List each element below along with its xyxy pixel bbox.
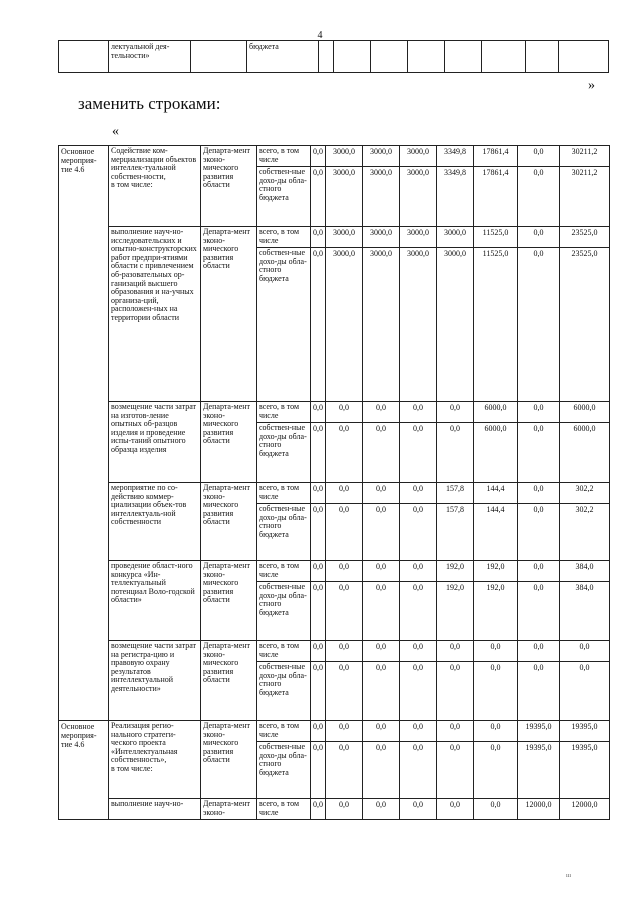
department-cell: Департа-мент эконо-мического развития области [201, 227, 257, 402]
activity-cell: Реализация регио-нального стратеги-ческого проекта «Интеллектуальная собственность», в том числе: [109, 721, 201, 799]
total-value-cell: 0,0 [311, 402, 326, 423]
total-value-cell: 0,0 [560, 641, 610, 662]
budget-value-cell: 0,0 [311, 248, 326, 402]
funding-total-label: всего, в том числе [257, 561, 311, 582]
total-value-cell: 0,0 [363, 799, 400, 820]
budget-value-cell: 19395,0 [560, 742, 610, 799]
budget-value-cell: 0,0 [363, 742, 400, 799]
total-value-cell: 3000,0 [400, 227, 437, 248]
total-value-cell: 3000,0 [363, 146, 400, 167]
total-value-cell: 19395,0 [518, 721, 560, 742]
budget-value-cell: 0,0 [326, 742, 363, 799]
budget-value-cell: 0,0 [326, 582, 363, 641]
budget-value-cell: 0,0 [474, 742, 518, 799]
total-value-cell: 3000,0 [363, 227, 400, 248]
budget-value-cell: 3000,0 [400, 248, 437, 402]
total-value-cell: 0,0 [437, 721, 474, 742]
budget-value-cell: 19395,0 [518, 742, 560, 799]
department-cell: Департа-мент эконо-мического развития области [201, 402, 257, 483]
activity-cell: возмещение части затрат на регистра-цию и правовую охрану результатов интеллектуальной деятельности» [109, 641, 201, 721]
budget-value-cell: 0,0 [437, 662, 474, 721]
budget-value-cell: 0,0 [518, 248, 560, 402]
activity-cell: Содействие ком-мерциализации объектов интеллек-туальной собствен-ности, в том числе: [109, 146, 201, 227]
top-cell [445, 41, 482, 73]
table-row [59, 227, 610, 248]
budget-value-cell: 6000,0 [474, 423, 518, 483]
total-value-cell: 0,0 [311, 641, 326, 662]
budget-value-cell: 0,0 [518, 423, 560, 483]
total-value-cell: 0,0 [363, 721, 400, 742]
table-row [59, 641, 610, 662]
budget-value-cell: 0,0 [518, 582, 560, 641]
total-value-cell: 157,8 [437, 483, 474, 504]
budget-value-cell: 3000,0 [363, 167, 400, 227]
budget-value-cell: 0,0 [311, 742, 326, 799]
top-cell-activity: лектуальной дея- тельности» [109, 41, 191, 73]
page-number: 4 [317, 30, 323, 41]
total-value-cell: 0,0 [311, 227, 326, 248]
budget-value-cell: 0,0 [363, 504, 400, 561]
total-value-cell: 30211,2 [560, 146, 610, 167]
total-value-cell: 17861,4 [474, 146, 518, 167]
total-value-cell: 12000,0 [518, 799, 560, 820]
funding-budget-label: собствен-ные дохо-ды обла-стного бюджета [257, 662, 311, 721]
department-cell: Департа-мент эконо-мического развития области [201, 146, 257, 227]
table-row [59, 561, 610, 582]
budget-value-cell: 144,4 [474, 504, 518, 561]
table-row [59, 402, 610, 423]
total-value-cell: 23525,0 [560, 227, 610, 248]
table-row [59, 721, 610, 742]
funding-budget-label: собствен-ные дохо-ды обла-стного бюджета [257, 582, 311, 641]
department-cell: Департа-мент эконо-мического развития области [201, 721, 257, 799]
funding-budget-label: собствен-ные дохо-ды обла-стного бюджета [257, 742, 311, 799]
total-value-cell: 3000,0 [326, 146, 363, 167]
funding-total-label: всего, в том числе [257, 483, 311, 504]
budget-value-cell: 0,0 [400, 662, 437, 721]
budget-value-cell: 3000,0 [400, 167, 437, 227]
budget-value-cell: 0,0 [400, 582, 437, 641]
budget-value-cell: 0,0 [311, 504, 326, 561]
budget-value-cell: 192,0 [474, 582, 518, 641]
department-cell: Департа-мент эконо-мического развития области [201, 641, 257, 721]
total-value-cell: 0,0 [400, 799, 437, 820]
total-value-cell: 0,0 [518, 641, 560, 662]
budget-value-cell: 0,0 [363, 662, 400, 721]
total-value-cell: 0,0 [400, 641, 437, 662]
total-value-cell: 0,0 [518, 561, 560, 582]
total-value-cell: 0,0 [311, 146, 326, 167]
budget-value-cell: 0,0 [518, 504, 560, 561]
budget-value-cell: 0,0 [326, 423, 363, 483]
funding-total-label: всего, в том числе [257, 402, 311, 423]
total-value-cell: 0,0 [474, 721, 518, 742]
activity-cell: проведение област-ного конкурса «Ин-теллектуальный потенциал Воло-годской области» [109, 561, 201, 641]
total-value-cell: 6000,0 [474, 402, 518, 423]
top-cell [408, 41, 445, 73]
table-row [59, 146, 610, 167]
section-heading: заменить строками: [78, 94, 221, 113]
total-value-cell: 6000,0 [560, 402, 610, 423]
opening-quote: « [112, 124, 119, 139]
total-value-cell: 3349,8 [437, 146, 474, 167]
top-cell [526, 41, 559, 73]
funding-total-label: всего, в том числе [257, 641, 311, 662]
total-value-cell: 0,0 [326, 641, 363, 662]
top-cell-source: бюджета [247, 41, 319, 73]
total-value-cell: 12000,0 [560, 799, 610, 820]
budget-value-cell: 302,2 [560, 504, 610, 561]
budget-value-cell: 6000,0 [560, 423, 610, 483]
budget-value-cell: 3000,0 [326, 248, 363, 402]
funding-total-label: всего, в том числе [257, 799, 311, 820]
total-value-cell: 302,2 [560, 483, 610, 504]
budget-value-cell: 0,0 [400, 504, 437, 561]
budget-value-cell: 0,0 [400, 742, 437, 799]
activity-cell: выполнение науч-но- [109, 799, 201, 820]
department-cell: Департа-мент эконо- [201, 799, 257, 820]
top-cell [559, 41, 609, 73]
budget-value-cell: 11525,0 [474, 248, 518, 402]
table-row [59, 483, 610, 504]
budget-value-cell: 0,0 [311, 662, 326, 721]
main-activity-cell: Основное мероприя-тие 4.6 [59, 146, 109, 721]
budget-value-cell: 23525,0 [560, 248, 610, 402]
funding-total-label: всего, в том числе [257, 146, 311, 167]
total-value-cell: 0,0 [400, 402, 437, 423]
total-value-cell: 0,0 [326, 799, 363, 820]
total-value-cell: 192,0 [474, 561, 518, 582]
total-value-cell: 0,0 [363, 402, 400, 423]
total-value-cell: 19395,0 [560, 721, 610, 742]
activity-cell: мероприятие по со-действию коммер-циализации объек-тов интеллектуаль-ной собственности [109, 483, 201, 561]
funding-budget-label: собствен-ные дохо-ды обла-стного бюджета [257, 423, 311, 483]
funding-total-label: всего, в том числе [257, 227, 311, 248]
total-value-cell: 0,0 [437, 641, 474, 662]
funding-total-label: всего, в том числе [257, 721, 311, 742]
closing-quote: » [588, 78, 595, 93]
total-value-cell: 3000,0 [400, 146, 437, 167]
total-value-cell: 192,0 [437, 561, 474, 582]
total-value-cell: 0,0 [326, 483, 363, 504]
total-value-cell: 0,0 [437, 402, 474, 423]
total-value-cell: 11525,0 [474, 227, 518, 248]
main-activity-cell: Основное мероприя-тие 4.6 [59, 721, 109, 820]
activity-cell: возмещение части затрат на изготов-ление опытных об-разцов изделия и проведение испы-таний опытного образца изделия [109, 402, 201, 483]
total-value-cell: 3000,0 [326, 227, 363, 248]
funding-budget-label: собствен-ные дохо-ды обла-стного бюджета [257, 248, 311, 402]
activity-cell: выполнение науч-но-исследовательских и опытно-конструкторских работ предпри-ятиями области с привлечением об-разовательных ор-ганизаций высшего образования и на-учных организа-ций, расположен-ных на территории области [109, 227, 201, 402]
total-value-cell: 0,0 [311, 483, 326, 504]
total-value-cell: 0,0 [518, 402, 560, 423]
budget-value-cell: 3000,0 [437, 248, 474, 402]
activities-table [58, 145, 610, 820]
top-cell [319, 41, 334, 73]
department-cell: Департа-мент эконо-мического развития области [201, 483, 257, 561]
budget-value-cell: 0,0 [311, 582, 326, 641]
footer-mark: ııı [566, 873, 572, 879]
total-value-cell: 0,0 [363, 483, 400, 504]
top-cell [482, 41, 526, 73]
budget-value-cell: 3349,8 [437, 167, 474, 227]
budget-value-cell: 0,0 [437, 423, 474, 483]
budget-value-cell: 0,0 [311, 167, 326, 227]
total-value-cell: 0,0 [311, 799, 326, 820]
top-cell-main [59, 41, 109, 73]
budget-value-cell: 0,0 [311, 423, 326, 483]
total-value-cell: 0,0 [400, 483, 437, 504]
previous-table-fragment [58, 40, 609, 73]
budget-value-cell: 0,0 [400, 423, 437, 483]
funding-budget-label: собствен-ные дохо-ды обла-стного бюджета [257, 167, 311, 227]
budget-value-cell: 0,0 [363, 582, 400, 641]
total-value-cell: 0,0 [437, 799, 474, 820]
budget-value-cell: 192,0 [437, 582, 474, 641]
department-cell: Департа-мент эконо-мического развития области [201, 561, 257, 641]
top-cell [334, 41, 371, 73]
total-value-cell: 0,0 [474, 641, 518, 662]
budget-value-cell: 384,0 [560, 582, 610, 641]
total-value-cell: 0,0 [518, 483, 560, 504]
total-value-cell: 0,0 [311, 721, 326, 742]
top-cell [371, 41, 408, 73]
total-value-cell: 0,0 [363, 561, 400, 582]
total-value-cell: 0,0 [474, 799, 518, 820]
total-value-cell: 0,0 [311, 561, 326, 582]
total-value-cell: 144,4 [474, 483, 518, 504]
table-row [59, 799, 610, 820]
total-value-cell: 0,0 [400, 721, 437, 742]
total-value-cell: 0,0 [326, 561, 363, 582]
budget-value-cell: 0,0 [560, 662, 610, 721]
budget-value-cell: 17861,4 [474, 167, 518, 227]
budget-value-cell: 0,0 [437, 742, 474, 799]
budget-value-cell: 157,8 [437, 504, 474, 561]
budget-value-cell: 0,0 [326, 662, 363, 721]
total-value-cell: 0,0 [518, 227, 560, 248]
total-value-cell: 0,0 [326, 402, 363, 423]
budget-value-cell: 3000,0 [363, 248, 400, 402]
top-cell-dept [191, 41, 247, 73]
total-value-cell: 0,0 [400, 561, 437, 582]
budget-value-cell: 0,0 [518, 662, 560, 721]
budget-value-cell: 30211,2 [560, 167, 610, 227]
budget-value-cell: 0,0 [474, 662, 518, 721]
total-value-cell: 3000,0 [437, 227, 474, 248]
total-value-cell: 0,0 [363, 641, 400, 662]
funding-budget-label: собствен-ные дохо-ды обла-стного бюджета [257, 504, 311, 561]
budget-value-cell: 0,0 [518, 167, 560, 227]
total-value-cell: 384,0 [560, 561, 610, 582]
budget-value-cell: 3000,0 [326, 167, 363, 227]
budget-value-cell: 0,0 [363, 423, 400, 483]
total-value-cell: 0,0 [326, 721, 363, 742]
budget-value-cell: 0,0 [326, 504, 363, 561]
total-value-cell: 0,0 [518, 146, 560, 167]
